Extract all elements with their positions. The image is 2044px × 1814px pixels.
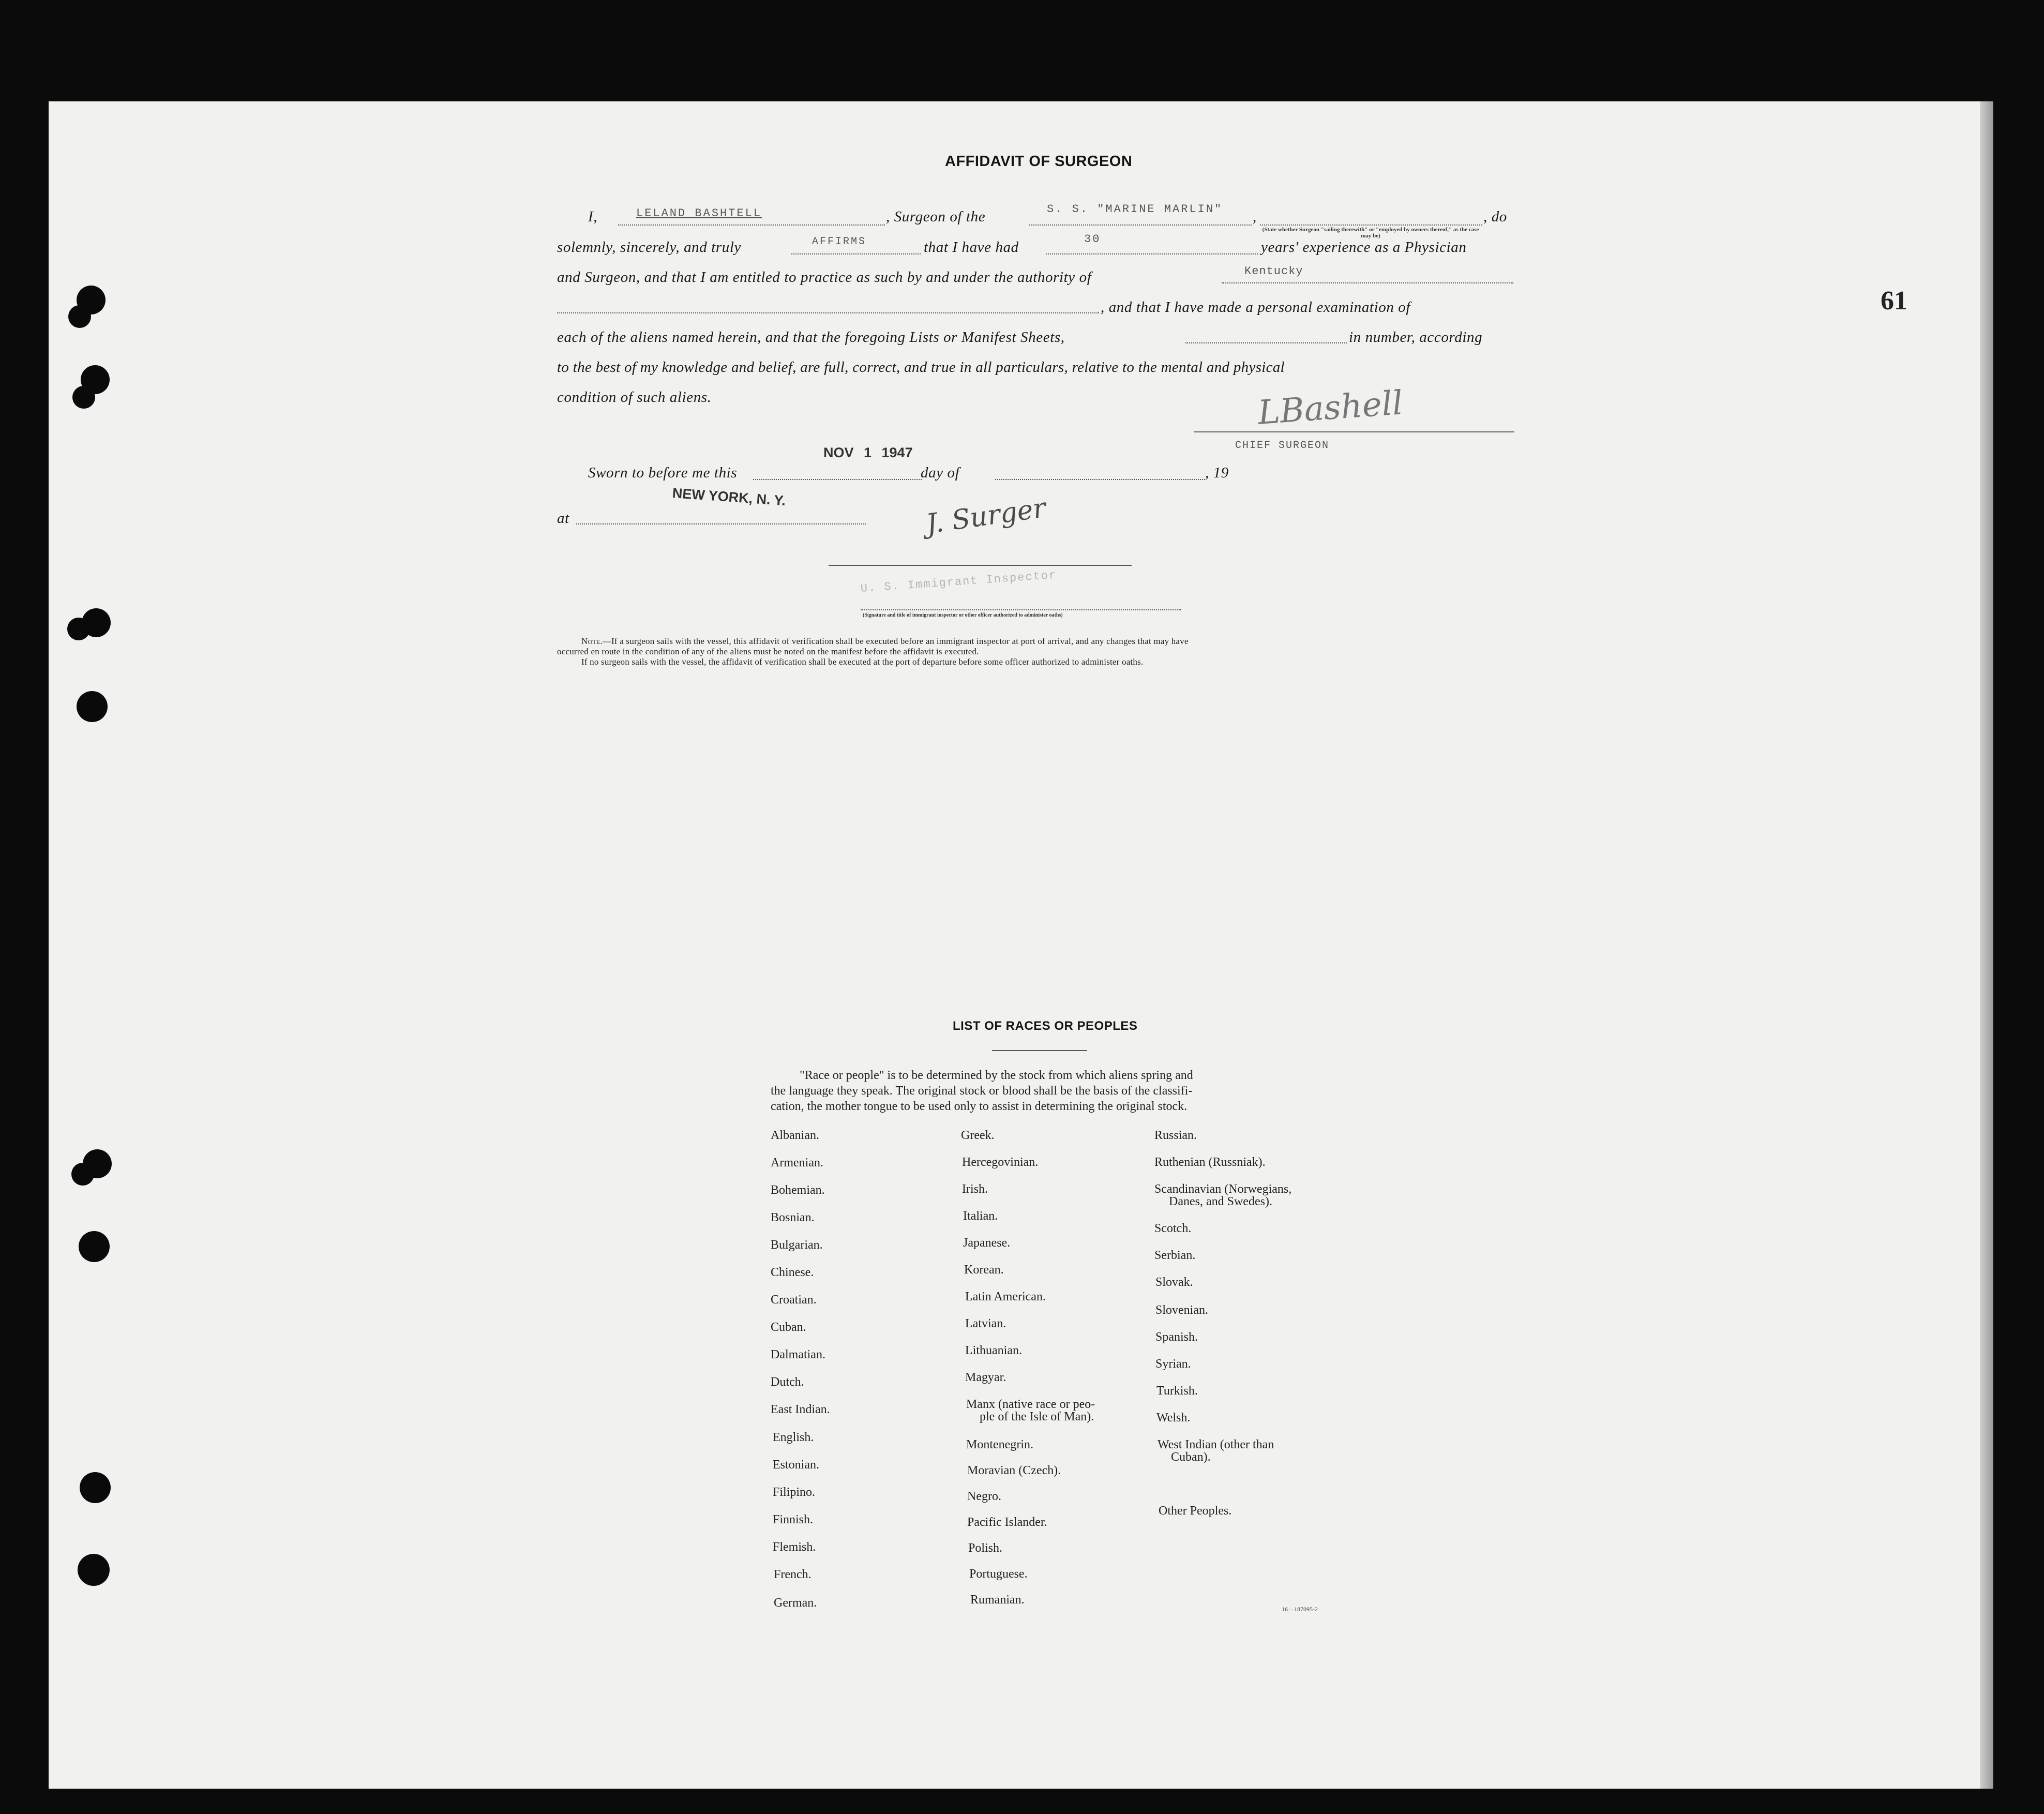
condition-label: condition of such aliens.: [557, 389, 712, 406]
at-label: at: [557, 510, 569, 527]
races-col1-item: Bulgarian.: [771, 1238, 823, 1252]
races-col3-item: Slovak.: [1155, 1276, 1193, 1289]
races-col2-item: Lithuanian.: [965, 1344, 1022, 1357]
binder-hole-2: [68, 305, 91, 328]
vessel-comma: ,: [1253, 208, 1257, 225]
note-lead: Note.: [581, 636, 603, 646]
note-line-1: [581, 636, 1189, 647]
binder-hole-7: [77, 691, 108, 722]
races-col2-item: Magyar.: [965, 1371, 1006, 1384]
binder-hole-6: [67, 618, 90, 640]
best-knowledge-label: to the best of my knowledge and belief, are full, correct, and true in all particulars, relative to the mental and physical: [557, 359, 1285, 376]
races-col3-item: Scotch.: [1154, 1222, 1192, 1235]
races-col3-item: Syrian.: [1155, 1357, 1191, 1371]
races-col2-item: Portuguese.: [969, 1567, 1028, 1581]
races-col3-item: Danes, and Swedes).: [1169, 1195, 1272, 1208]
years-experience-label: years' experience as a Physician: [1261, 239, 1467, 256]
races-col2-item: Rumanian.: [970, 1593, 1025, 1607]
races-col2-item: Korean.: [964, 1263, 1004, 1277]
surgeon-status-line: [1260, 224, 1482, 226]
authority-continued-line: [557, 312, 1099, 313]
races-col1-item: Dutch.: [771, 1375, 804, 1389]
years-value: 30: [1084, 233, 1101, 246]
races-col3-item: Ruthenian (Russniak).: [1154, 1156, 1266, 1169]
surgeon-status-note: (State whether Surgeon "sailing therewith" or "employed by owners thereof," as the case may be): [1262, 227, 1479, 239]
races-title: LIST OF RACES OR PEOPLES: [953, 1019, 1138, 1033]
do-label: , do: [1483, 208, 1507, 225]
authority-line: [1222, 282, 1513, 283]
races-col3-item: Spanish.: [1155, 1330, 1198, 1344]
inspector-title-stamp: U. S. Immigrant Inspector: [860, 568, 1058, 595]
each-of-aliens-label: each of the aliens named herein, and that the foregoing Lists or Manifest Sheets,: [557, 329, 1065, 346]
inspector-signature: J. Surger: [924, 492, 1048, 540]
races-col1-item: Armenian.: [771, 1156, 823, 1170]
i-prefix: I,: [588, 208, 598, 225]
inspector-caption: (Signature and title of immigrant inspector or other officer authorized to administer oaths): [863, 612, 1063, 618]
years-line: [1046, 253, 1258, 254]
sworn-day-line: [753, 479, 922, 480]
note-line-2: occurred en route in the condition of any of the aliens must be noted on the manifest before the affidavit is executed.: [557, 647, 979, 656]
solemnly-label: solemnly, sincerely, and truly: [557, 239, 742, 256]
inspector-title-line: [861, 609, 1181, 610]
races-col3-item: Other Peoples.: [1159, 1504, 1232, 1518]
races-col1-item: Cuban.: [771, 1321, 806, 1334]
races-col1-item: German.: [774, 1596, 817, 1610]
sworn-label: Sworn to before me this: [588, 464, 738, 481]
races-title-rule: [992, 1050, 1087, 1051]
sheets-count-line: [1185, 342, 1347, 343]
affirms-value: AFFIRMS: [812, 236, 867, 248]
document-page: [49, 101, 1993, 1789]
races-col1-item: Croatian.: [771, 1293, 817, 1307]
races-col3-item: Cuban).: [1171, 1450, 1211, 1464]
races-col3-item: Welsh.: [1156, 1411, 1191, 1425]
and-surgeon-label: and Surgeon, and that I am entitled to practice as such by and under the authority of: [557, 269, 1092, 286]
binder-hole-4: [72, 386, 95, 409]
races-col2-item: ple of the Isle of Man).: [980, 1410, 1094, 1423]
races-col3-item: Scandinavian (Norwegians,: [1154, 1182, 1292, 1196]
binder-hole-9: [71, 1163, 94, 1186]
surgeon-name-line: [618, 224, 885, 226]
form-number: 16—187095-2: [1282, 1606, 1318, 1613]
authority-value: Kentucky: [1244, 265, 1303, 278]
races-col3-item: West Indian (other than: [1158, 1438, 1274, 1451]
races-col1-item: Chinese.: [771, 1266, 814, 1279]
affirms-line: [791, 253, 921, 254]
sworn-date-stamp: NOV 1 1947: [823, 445, 913, 460]
races-col2-item: Latin American.: [965, 1290, 1046, 1303]
races-col1-item: Bohemian.: [771, 1183, 825, 1197]
place-line: [576, 523, 866, 524]
day-of-label: day of: [921, 464, 960, 481]
races-col1-item: Estonian.: [773, 1458, 819, 1472]
personal-exam-label: , and that I have made a personal examination of: [1101, 299, 1411, 316]
vessel-value: S. S. "MARINE MARLIN": [1047, 203, 1223, 216]
that-i-have-had-label: that I have had: [924, 239, 1019, 256]
races-col3-item: Turkish.: [1156, 1384, 1198, 1398]
races-col2-item: Pacific Islander.: [967, 1516, 1047, 1529]
races-col2-item: Japanese.: [963, 1236, 1011, 1250]
races-col2-item: Manx (native race or peo-: [966, 1398, 1095, 1411]
surgeon-name-value: LELAND BASHTELL: [636, 207, 762, 220]
races-col2-item: Montenegrin.: [966, 1438, 1033, 1451]
races-col3-item: Serbian.: [1154, 1249, 1196, 1262]
year-prefix-label: , 19: [1205, 464, 1229, 481]
races-col2-item: Greek.: [961, 1129, 995, 1142]
binder-hole-12: [78, 1554, 110, 1586]
races-col2-item: Negro.: [967, 1490, 1001, 1503]
races-col2-item: Polish.: [968, 1541, 1003, 1555]
chief-surgeon-title: CHIEF SURGEON: [1235, 440, 1330, 452]
binder-hole-10: [79, 1231, 110, 1262]
sworn-month-line: [995, 479, 1205, 480]
races-intro-2: the language they speak. The original stock or blood shall be the basis of the classifi-: [771, 1084, 1193, 1098]
surgeon-signature: LBashell: [1256, 384, 1404, 432]
races-col1-item: Flemish.: [773, 1540, 816, 1554]
note-text-1: —If a surgeon sails with the vessel, this affidavit of verification shall be executed before an immigrant inspector at port of arrival, and any changes that may have: [602, 636, 1189, 646]
races-col2-item: Irish.: [962, 1182, 988, 1196]
races-col3-item: Slovenian.: [1155, 1303, 1208, 1317]
races-col1-item: French.: [774, 1568, 811, 1581]
races-intro-1: "Race or people" is to be determined by the stock from which aliens spring and: [800, 1069, 1193, 1082]
races-col3-item: Russian.: [1154, 1129, 1197, 1142]
vessel-line: [1029, 224, 1252, 226]
races-col1-item: Dalmatian.: [771, 1348, 825, 1361]
in-number-label: in number, according: [1349, 329, 1483, 346]
races-col2-item: Moravian (Czech).: [967, 1464, 1061, 1477]
races-col2-item: Latvian.: [965, 1317, 1006, 1330]
races-col1-item: Filipino.: [773, 1486, 816, 1499]
races-col1-item: Finnish.: [773, 1513, 814, 1526]
place-stamp: NEW YORK, N. Y.: [671, 485, 787, 509]
affidavit-title: AFFIDAVIT OF SURGEON: [945, 153, 1133, 170]
binder-hole-11: [80, 1472, 111, 1503]
races-col1-item: East Indian.: [771, 1403, 830, 1416]
races-col1-item: Bosnian.: [771, 1211, 815, 1224]
surgeon-of-the-label: , Surgeon of the: [886, 208, 986, 225]
page-number: 61: [1881, 286, 1907, 316]
signature-line: [1194, 431, 1514, 432]
races-col2-item: Italian.: [963, 1209, 998, 1223]
races-col2-item: Hercegovinian.: [962, 1156, 1039, 1169]
inspector-signature-line: [829, 565, 1132, 566]
races-col1-item: English.: [773, 1431, 814, 1444]
note-line-3: If no surgeon sails with the vessel, the affidavit of verification shall be executed at the port of departure before some officer authorized to administer oaths.: [581, 657, 1144, 667]
races-col1-item: Albanian.: [771, 1129, 819, 1142]
races-intro-3: cation, the mother tongue to be used only to assist in determining the original stock.: [771, 1100, 1188, 1113]
